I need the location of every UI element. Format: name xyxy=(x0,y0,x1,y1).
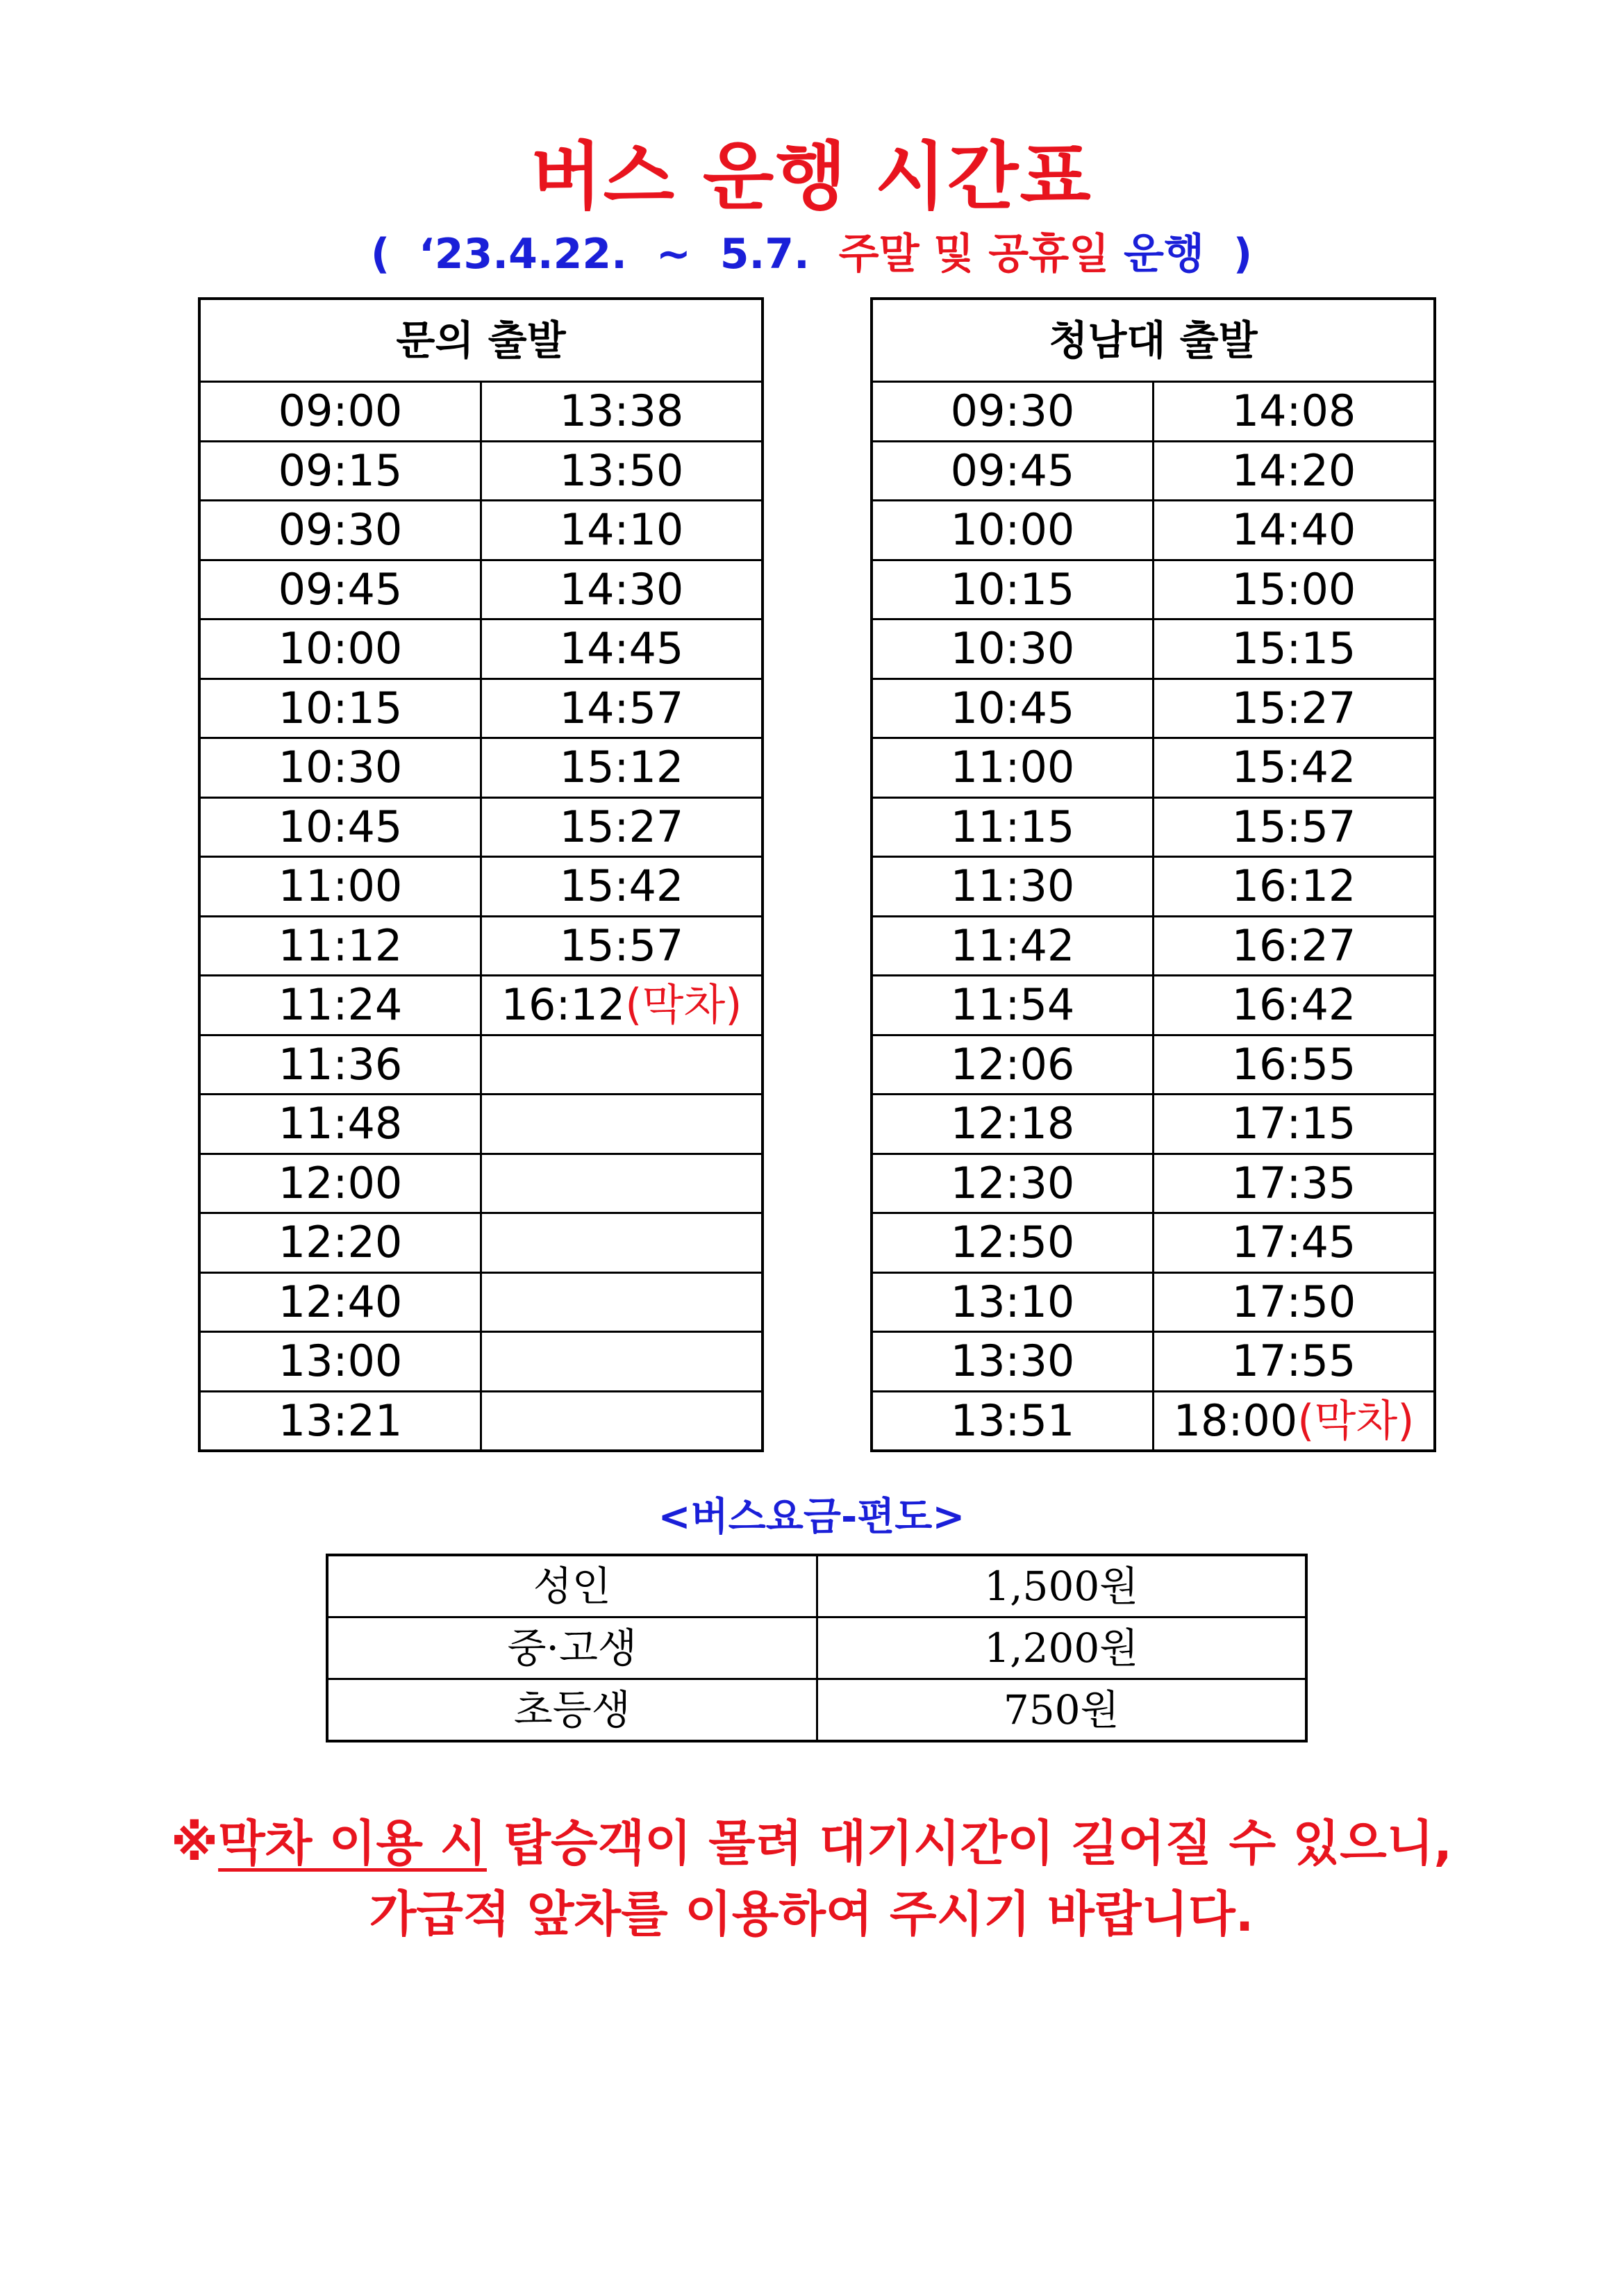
cheongnamdae-row xyxy=(872,560,1435,619)
departure-time: 14:40 xyxy=(1231,504,1356,555)
departure-time: 15:57 xyxy=(1231,801,1356,852)
munui-time-cell xyxy=(199,797,481,857)
cheongnamdae-time-cell xyxy=(1154,1213,1435,1273)
cheongnamdae-time-cell xyxy=(872,738,1154,798)
fare-category: 성인 xyxy=(327,1555,817,1617)
fare-row xyxy=(327,1617,1306,1679)
munui-row xyxy=(199,738,763,798)
departure-time: 13:51 xyxy=(950,1395,1075,1446)
munui-time-cell xyxy=(199,857,481,917)
departure-time: 10:45 xyxy=(950,682,1075,733)
departure-time: 09:00 xyxy=(278,385,403,436)
cheongnamdae-time-cell xyxy=(872,679,1154,738)
cheongnamdae-row xyxy=(872,1213,1435,1273)
subtitle-days: 주말 및 공휴일 xyxy=(838,230,1110,278)
notice-line-1-rest: 탑승객이 몰려 대기시간이 길어질 수 있으니, xyxy=(486,1815,1452,1872)
departure-time: 17:55 xyxy=(1231,1336,1356,1386)
departure-time: 15:00 xyxy=(1231,563,1356,615)
departure-time: 09:45 xyxy=(278,563,403,615)
munui-time-cell xyxy=(199,1035,481,1095)
munui-time-cell xyxy=(481,382,763,442)
munui-departure-table xyxy=(198,297,764,1452)
cheongnamdae-time-cell xyxy=(872,857,1154,917)
departure-time: 10:00 xyxy=(950,504,1075,555)
departure-time: 13:21 xyxy=(278,1395,403,1446)
munui-row xyxy=(199,382,763,442)
munui-row xyxy=(199,1213,763,1273)
cheongnamdae-time-cell xyxy=(1154,1095,1435,1154)
munui-departure-header: 문의 출발 xyxy=(199,299,763,382)
munui-time-cell xyxy=(199,976,481,1035)
cheongnamdae-time-cell xyxy=(872,560,1154,619)
cheongnamdae-time-cell xyxy=(1154,441,1435,501)
departure-time: 16:42 xyxy=(1231,979,1356,1030)
fare-title: <버스요금-편도> xyxy=(658,1495,965,1540)
last-bus-label: (막차) xyxy=(1297,1395,1415,1446)
munui-row xyxy=(199,1154,763,1213)
departure-time: 11:54 xyxy=(950,979,1075,1030)
cheongnamdae-time-cell xyxy=(872,797,1154,857)
notice-line-2: 가급적 앞차를 이용하여 주시기 바랍니다. xyxy=(369,1886,1254,1943)
cheongnamdae-time-cell xyxy=(872,976,1154,1035)
cheongnamdae-row xyxy=(872,916,1435,976)
munui-time-cell xyxy=(481,1213,763,1273)
departure-time: 12:50 xyxy=(950,1217,1075,1267)
munui-time-cell xyxy=(199,619,481,679)
departure-time: 16:55 xyxy=(1231,1038,1356,1090)
departure-time: 17:15 xyxy=(1231,1098,1356,1149)
cheongnamdae-time-cell xyxy=(872,1035,1154,1095)
departure-time: 15:27 xyxy=(1231,682,1356,733)
departure-time: 17:45 xyxy=(1231,1217,1356,1267)
munui-time-cell xyxy=(481,916,763,976)
departure-time: 11:00 xyxy=(278,860,403,911)
cheongnamdae-row xyxy=(872,1272,1435,1332)
munui-row xyxy=(199,1391,763,1451)
cheongnamdae-time-cell xyxy=(1154,1272,1435,1332)
cheongnamdae-time-cell xyxy=(1154,501,1435,560)
munui-row xyxy=(199,797,763,857)
munui-row xyxy=(199,560,763,619)
departure-time: 15:12 xyxy=(559,742,684,792)
cheongnamdae-departure-table xyxy=(870,297,1436,1452)
munui-time-cell xyxy=(481,797,763,857)
munui-row xyxy=(199,1095,763,1154)
departure-time: 12:30 xyxy=(950,1157,1075,1208)
munui-time-cell xyxy=(481,1095,763,1154)
munui-time-cell xyxy=(199,441,481,501)
munui-time-cell xyxy=(199,1272,481,1332)
cheongnamdae-time-cell xyxy=(1154,560,1435,619)
cheongnamdae-time-cell xyxy=(1154,679,1435,738)
departure-time: 10:30 xyxy=(278,742,403,792)
cheongnamdae-time-cell xyxy=(1154,797,1435,857)
munui-time-cell xyxy=(199,382,481,442)
departure-time: 15:42 xyxy=(1231,742,1356,792)
last-bus-label: (막차) xyxy=(625,979,742,1030)
departure-time: 09:30 xyxy=(278,504,403,555)
munui-row xyxy=(199,501,763,560)
notice-mark: ※ xyxy=(171,1815,219,1872)
munui-time-cell xyxy=(199,1154,481,1213)
cheongnamdae-time-cell xyxy=(872,441,1154,501)
departure-time: 14:30 xyxy=(559,563,684,615)
munui-time-cell xyxy=(481,738,763,798)
munui-row xyxy=(199,857,763,917)
munui-row xyxy=(199,1272,763,1332)
departure-time: 14:57 xyxy=(559,682,684,733)
subtitle-dates: ( ‘23.4.22. ~ 5.7. xyxy=(370,230,839,278)
fare-price: 1,200원 xyxy=(817,1617,1306,1679)
departure-time: 09:15 xyxy=(278,444,403,496)
departure-time: 10:15 xyxy=(278,682,403,733)
departure-time: 10:30 xyxy=(950,623,1075,674)
departure-time: 14:10 xyxy=(559,504,684,555)
fare-table xyxy=(326,1554,1308,1742)
departure-time: 14:45 xyxy=(559,623,684,674)
departure-time: 10:15 xyxy=(950,563,1075,615)
munui-row xyxy=(199,1332,763,1392)
fare-price: 1,500원 xyxy=(817,1555,1306,1617)
departure-time: 12:06 xyxy=(950,1038,1075,1090)
munui-time-cell xyxy=(481,441,763,501)
notice-line-1 xyxy=(0,1804,1623,1874)
cheongnamdae-row xyxy=(872,976,1435,1035)
departure-time: 14:20 xyxy=(1231,444,1356,496)
departure-time: 12:00 xyxy=(278,1157,403,1208)
munui-time-cell xyxy=(481,1035,763,1095)
departure-time: 14:08 xyxy=(1231,385,1356,436)
munui-time-cell xyxy=(481,1154,763,1213)
munui-time-cell xyxy=(481,560,763,619)
cheongnamdae-row xyxy=(872,1154,1435,1213)
departure-time: 17:50 xyxy=(1231,1276,1356,1327)
cheongnamdae-row xyxy=(872,501,1435,560)
cheongnamdae-time-cell xyxy=(1154,1391,1435,1451)
munui-time-cell xyxy=(481,976,763,1035)
munui-time-cell xyxy=(481,1332,763,1392)
departure-time: 11:00 xyxy=(950,742,1075,792)
fare-row xyxy=(327,1679,1306,1742)
departure-time: 10:45 xyxy=(278,801,403,852)
cheongnamdae-time-cell xyxy=(1154,1154,1435,1213)
departure-time: 11:30 xyxy=(950,860,1075,911)
munui-row xyxy=(199,916,763,976)
munui-time-cell xyxy=(199,1095,481,1154)
cheongnamdae-time-cell xyxy=(872,1213,1154,1273)
munui-time-cell xyxy=(481,857,763,917)
departure-time: 13:10 xyxy=(950,1276,1075,1327)
munui-time-cell xyxy=(199,916,481,976)
departure-time: 15:15 xyxy=(1231,623,1356,674)
cheongnamdae-departure-header: 청남대 출발 xyxy=(872,299,1435,382)
fare-category: 초등생 xyxy=(327,1679,817,1742)
cheongnamdae-time-cell xyxy=(1154,916,1435,976)
cheongnamdae-row xyxy=(872,738,1435,798)
departure-time: 15:27 xyxy=(559,801,684,852)
departure-time: 09:30 xyxy=(950,385,1075,436)
cheongnamdae-row xyxy=(872,1035,1435,1095)
munui-row xyxy=(199,619,763,679)
cheongnamdae-row xyxy=(872,797,1435,857)
cheongnamdae-row xyxy=(872,441,1435,501)
cheongnamdae-row xyxy=(872,1332,1435,1392)
munui-time-cell xyxy=(199,501,481,560)
departure-time: 15:42 xyxy=(559,860,684,911)
fare-price: 750원 xyxy=(817,1679,1306,1742)
departure-time: 11:24 xyxy=(278,979,403,1030)
period-subtitle xyxy=(0,221,1623,281)
departure-time: 13:30 xyxy=(950,1336,1075,1386)
departure-time: 18:00 xyxy=(1173,1395,1298,1446)
cheongnamdae-time-cell xyxy=(872,1095,1154,1154)
munui-row xyxy=(199,976,763,1035)
cheongnamdae-row xyxy=(872,382,1435,442)
departure-time: 12:40 xyxy=(278,1276,403,1327)
departure-time: 16:27 xyxy=(1231,920,1356,971)
departure-time: 11:42 xyxy=(950,920,1075,971)
departure-time: 11:36 xyxy=(278,1038,403,1090)
munui-row xyxy=(199,1035,763,1095)
cheongnamdae-time-cell xyxy=(872,916,1154,976)
cheongnamdae-time-cell xyxy=(1154,1332,1435,1392)
munui-time-cell xyxy=(199,1391,481,1451)
munui-time-cell xyxy=(199,1213,481,1273)
departure-time: 11:15 xyxy=(950,801,1075,852)
departure-time: 10:00 xyxy=(278,623,403,674)
munui-time-cell xyxy=(199,738,481,798)
departure-time: 11:12 xyxy=(278,920,403,971)
cheongnamdae-time-cell xyxy=(872,1391,1154,1451)
munui-row xyxy=(199,679,763,738)
subtitle-operation: 운행 ) xyxy=(1109,230,1253,278)
cheongnamdae-time-cell xyxy=(872,382,1154,442)
departure-time: 16:12 xyxy=(501,979,626,1030)
munui-time-cell xyxy=(199,560,481,619)
cheongnamdae-time-cell xyxy=(872,1272,1154,1332)
cheongnamdae-time-cell xyxy=(1154,1035,1435,1095)
departure-time: 15:57 xyxy=(559,920,684,971)
fare-row xyxy=(327,1555,1306,1617)
cheongnamdae-time-cell xyxy=(1154,738,1435,798)
departure-time: 09:45 xyxy=(950,444,1075,496)
munui-time-cell xyxy=(481,1272,763,1332)
cheongnamdae-row xyxy=(872,1391,1435,1451)
cheongnamdae-time-cell xyxy=(1154,382,1435,442)
departure-time: 12:18 xyxy=(950,1098,1075,1149)
departure-time: 13:38 xyxy=(559,385,684,436)
munui-time-cell xyxy=(199,1332,481,1392)
munui-time-cell xyxy=(481,1391,763,1451)
munui-time-cell xyxy=(481,619,763,679)
fare-category: 중·고생 xyxy=(327,1617,817,1679)
page-title: 버스 운행 시간표 xyxy=(531,134,1092,219)
cheongnamdae-time-cell xyxy=(872,1154,1154,1213)
departure-time: 12:20 xyxy=(278,1217,403,1267)
cheongnamdae-time-cell xyxy=(872,501,1154,560)
notice-underlined: 막차 이용 시 xyxy=(218,1815,487,1872)
cheongnamdae-time-cell xyxy=(1154,976,1435,1035)
munui-time-cell xyxy=(199,679,481,738)
cheongnamdae-row xyxy=(872,857,1435,917)
munui-time-cell xyxy=(481,679,763,738)
departure-time: 11:48 xyxy=(278,1098,403,1149)
departure-time: 13:50 xyxy=(559,444,684,496)
departure-time: 16:12 xyxy=(1231,860,1356,911)
cheongnamdae-time-cell xyxy=(1154,857,1435,917)
cheongnamdae-time-cell xyxy=(1154,619,1435,679)
departure-time: 13:00 xyxy=(278,1336,403,1386)
cheongnamdae-time-cell xyxy=(872,619,1154,679)
munui-row xyxy=(199,441,763,501)
cheongnamdae-time-cell xyxy=(872,1332,1154,1392)
cheongnamdae-row xyxy=(872,679,1435,738)
cheongnamdae-row xyxy=(872,1095,1435,1154)
cheongnamdae-row xyxy=(872,619,1435,679)
munui-time-cell xyxy=(481,501,763,560)
departure-time: 17:35 xyxy=(1231,1157,1356,1208)
